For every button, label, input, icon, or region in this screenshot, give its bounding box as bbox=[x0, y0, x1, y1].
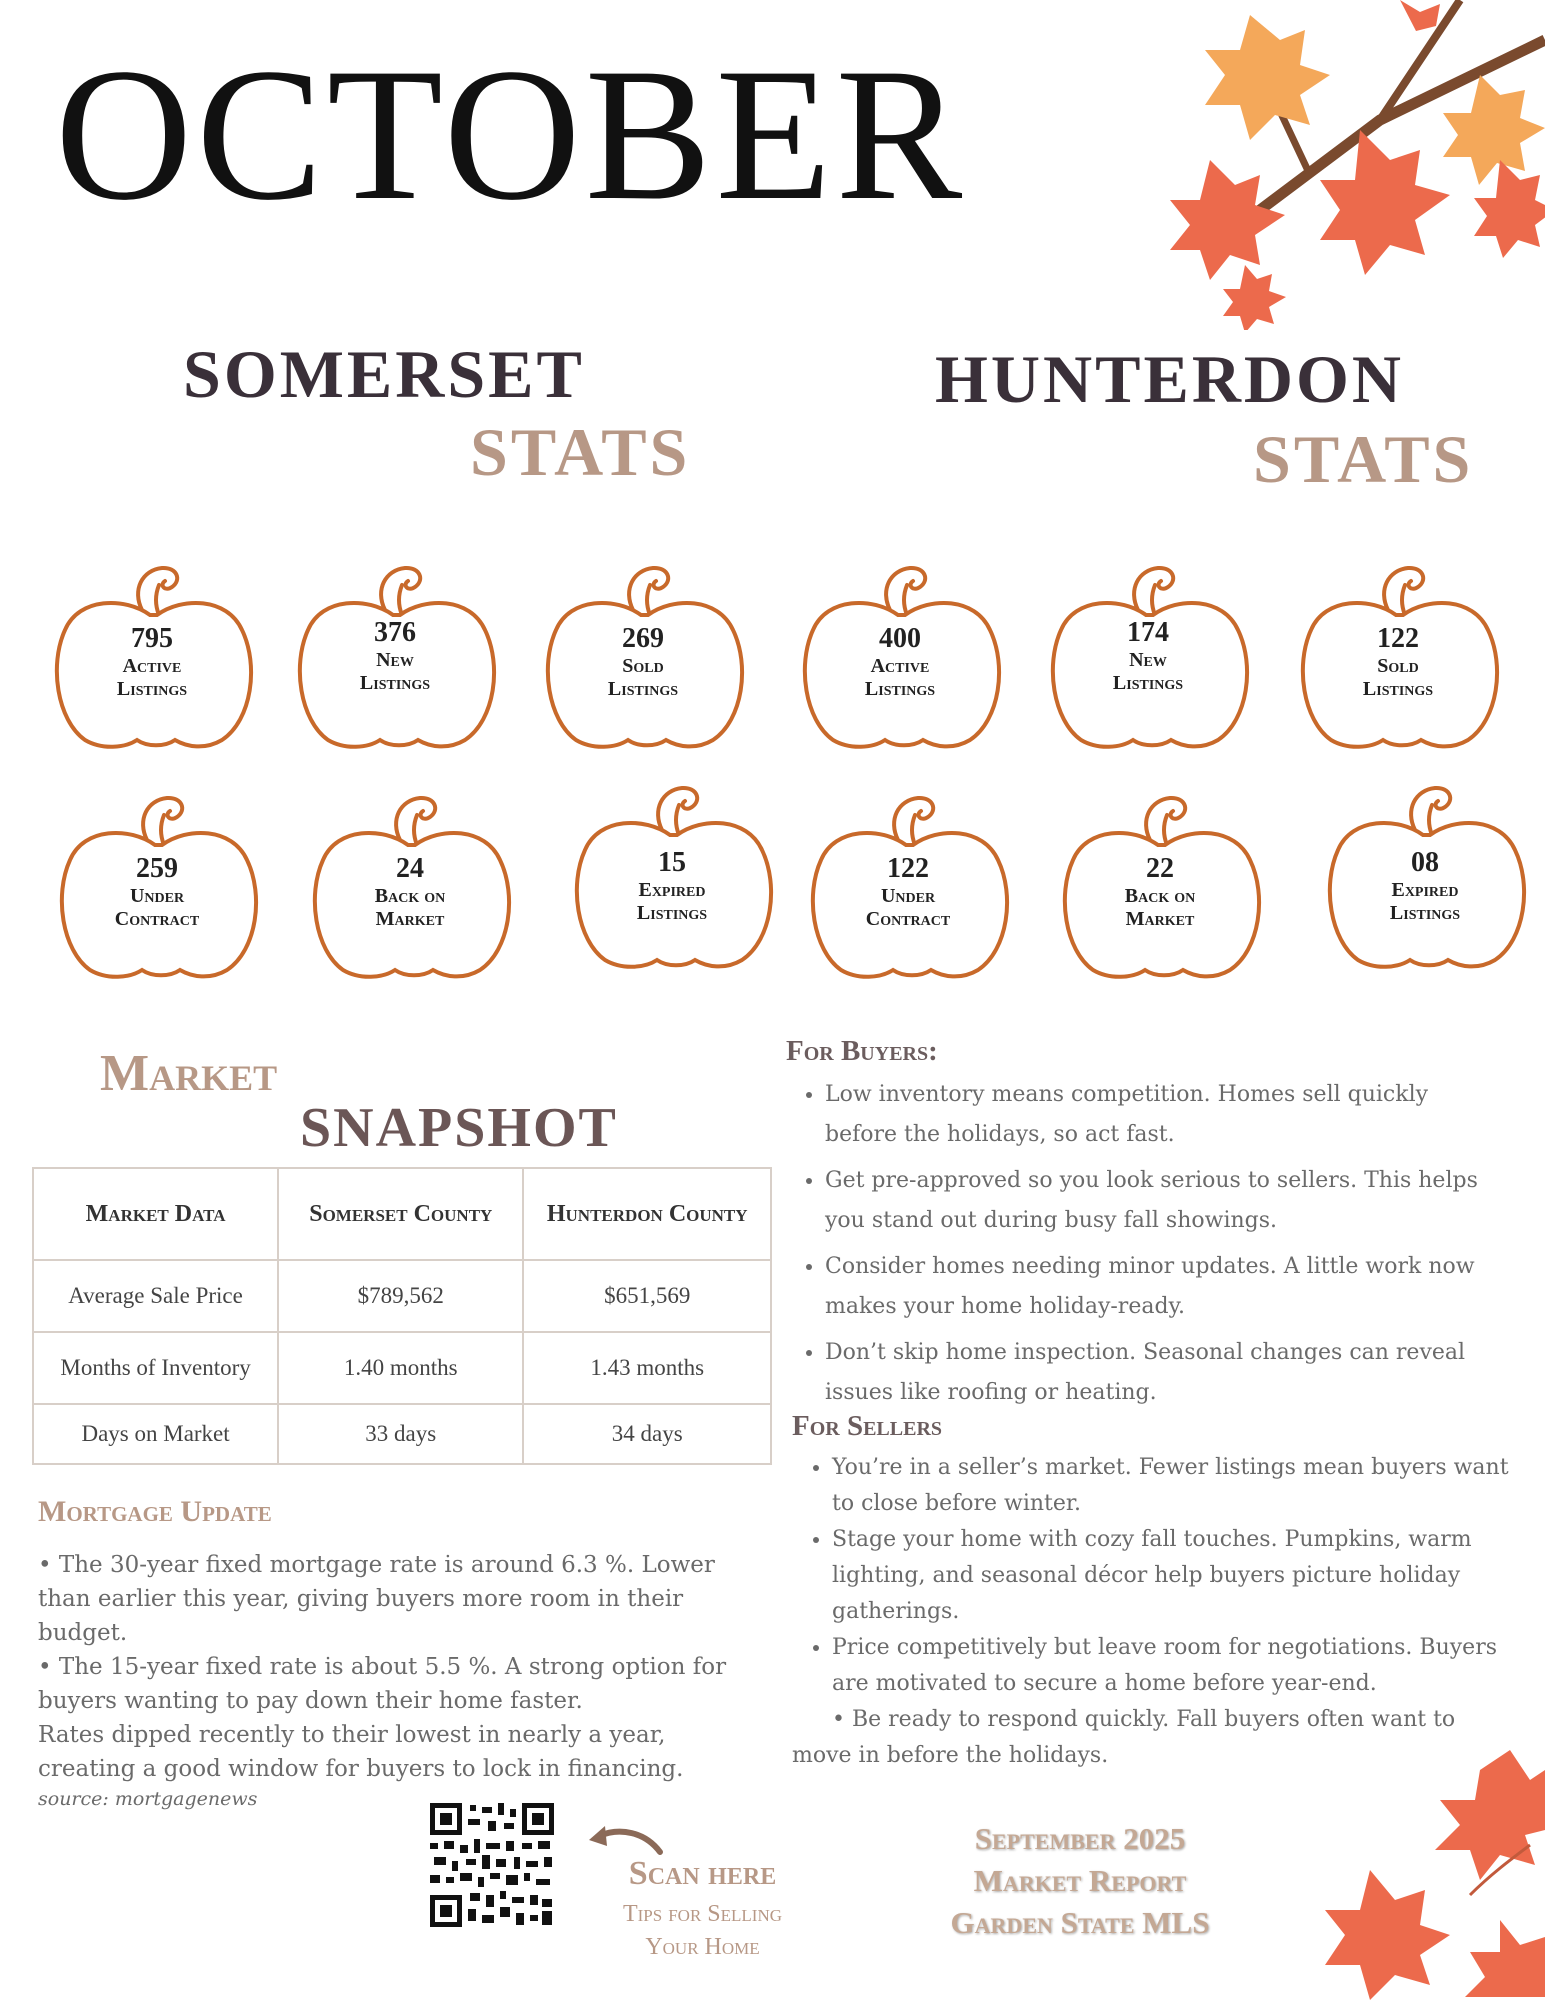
table-row bbox=[33, 1404, 771, 1464]
table-cell: 1.43 months bbox=[523, 1332, 771, 1404]
snapshot-heading-market: Market bbox=[100, 1045, 278, 1102]
stat-somerset-active: 795 Active Listings bbox=[47, 535, 257, 755]
list-item: • Low inventory means competition. Homes sell quickly before the holidays, so act fast. bbox=[825, 1075, 1505, 1155]
stat-hunterdon-new: 174 New Listings bbox=[1043, 535, 1253, 755]
sellers-last-text: Be ready to respond quickly. Fall buyers often want to move in before the holidays. bbox=[792, 1707, 1456, 1768]
list-item: • Price competitively but leave room for negotiations. Buyers are motivated to secure a home before year-end. bbox=[832, 1630, 1517, 1702]
hunterdon-stats-heading: STATS bbox=[1253, 421, 1474, 497]
table-row bbox=[33, 1260, 771, 1332]
scan-here-label[interactable]: Scan here bbox=[628, 1855, 777, 1892]
stat-hunterdon-expired: 08 Expired Listings bbox=[1320, 755, 1530, 975]
somerset-stats-heading: STATS bbox=[470, 414, 691, 490]
table-cell: 34 days bbox=[523, 1404, 771, 1464]
sellers-list bbox=[792, 1450, 1517, 1702]
column-header: Market Data bbox=[33, 1168, 278, 1260]
hunterdon-heading: HUNTERDON bbox=[935, 341, 1405, 417]
table-cell: $789,562 bbox=[278, 1260, 523, 1332]
buyers-heading: For Buyers: bbox=[786, 1035, 938, 1067]
table-cell: Average Sale Price bbox=[33, 1260, 278, 1332]
stat-hunterdon-back-on-market: 22 Back on Market bbox=[1055, 765, 1265, 985]
table-cell: Days on Market bbox=[33, 1404, 278, 1464]
sellers-last-item: • Be ready to respond quickly. Fall buyers often want to move in before the holidays. bbox=[792, 1707, 1456, 1768]
list-item: • Stage your home with cozy fall touches. Pumpkins, warm lighting, and seasonal décor help buyers picture holiday gatherings. bbox=[832, 1522, 1517, 1630]
sellers-heading: For Sellers bbox=[792, 1410, 943, 1442]
report-source: Garden State MLS bbox=[950, 1905, 1210, 1940]
report-title: Market Report bbox=[973, 1863, 1187, 1898]
scan-sub-line: Tips for Selling bbox=[622, 1901, 783, 1927]
mortgage-paragraph: • The 30-year fixed mortgage rate is around 6.3 %. Lower than earlier this year, giving buyers more room in their budget. bbox=[38, 1552, 715, 1646]
stat-hunterdon-sold: 122 Sold Listings bbox=[1293, 535, 1503, 755]
column-header: Hunterdon County bbox=[523, 1168, 771, 1260]
table-header-row bbox=[33, 1168, 771, 1260]
column-header: Somerset County bbox=[278, 1168, 523, 1260]
table-cell: 33 days bbox=[278, 1404, 523, 1464]
report-footer bbox=[900, 1818, 1260, 1944]
list-item: • Get pre-approved so you look serious to sellers. This helps you stand out during busy fall showings. bbox=[825, 1161, 1505, 1241]
sellers-list-wrap bbox=[792, 1450, 1517, 1774]
somerset-heading: SOMERSET bbox=[183, 336, 585, 412]
buyers-list bbox=[785, 1075, 1505, 1413]
autumn-leaves-decoration bbox=[1160, 0, 1545, 330]
stat-somerset-back-on-market: 24 Back on Market bbox=[305, 765, 515, 985]
qr-code[interactable] bbox=[430, 1803, 554, 1927]
stat-somerset-under-contract: 259 Under Contract bbox=[52, 765, 262, 985]
mortgage-source: source: mortgagenews bbox=[38, 1788, 258, 1810]
mortgage-paragraph: Rates dipped recently to their lowest in nearly a year, creating a good window for buyers to lock in financing. bbox=[38, 1722, 684, 1782]
list-item: • Consider homes needing minor updates. A little work now makes your home holiday-ready. bbox=[825, 1247, 1505, 1327]
page-title: OCTOBER bbox=[55, 30, 967, 240]
list-item: • Don’t skip home inspection. Seasonal changes can reveal issues like roofing or heating. bbox=[825, 1333, 1505, 1413]
scan-sub-text bbox=[580, 1898, 825, 1964]
report-date: September 2025 bbox=[974, 1821, 1186, 1856]
list-item: • You’re in a seller’s market. Fewer listings mean buyers want to close before winter. bbox=[832, 1450, 1517, 1522]
market-data-table bbox=[32, 1167, 772, 1465]
table-row bbox=[33, 1332, 771, 1404]
mortgage-heading: Mortgage Update bbox=[38, 1495, 272, 1528]
mortgage-paragraph: • The 15-year fixed rate is about 5.5 %. A strong option for buyers wanting to pay down their home faster. bbox=[38, 1654, 727, 1714]
table-cell: $651,569 bbox=[523, 1260, 771, 1332]
stat-somerset-new: 376 New Listings bbox=[290, 535, 500, 755]
mortgage-body bbox=[38, 1548, 758, 1812]
snapshot-heading-snapshot: SNAPSHOT bbox=[300, 1097, 618, 1159]
stat-hunterdon-under-contract: 122 Under Contract bbox=[803, 765, 1013, 985]
stat-hunterdon-active: 400 Active Listings bbox=[795, 535, 1005, 755]
stat-somerset-sold: 269 Sold Listings bbox=[538, 535, 748, 755]
table-cell: Months of Inventory bbox=[33, 1332, 278, 1404]
scan-sub-line: Your Home bbox=[645, 1934, 760, 1960]
buyers-list-wrap bbox=[785, 1075, 1505, 1419]
stat-somerset-expired: 15 Expired Listings bbox=[567, 755, 777, 975]
table-cell: 1.40 months bbox=[278, 1332, 523, 1404]
autumn-leaves-decoration-bottom bbox=[1300, 1750, 1545, 2000]
